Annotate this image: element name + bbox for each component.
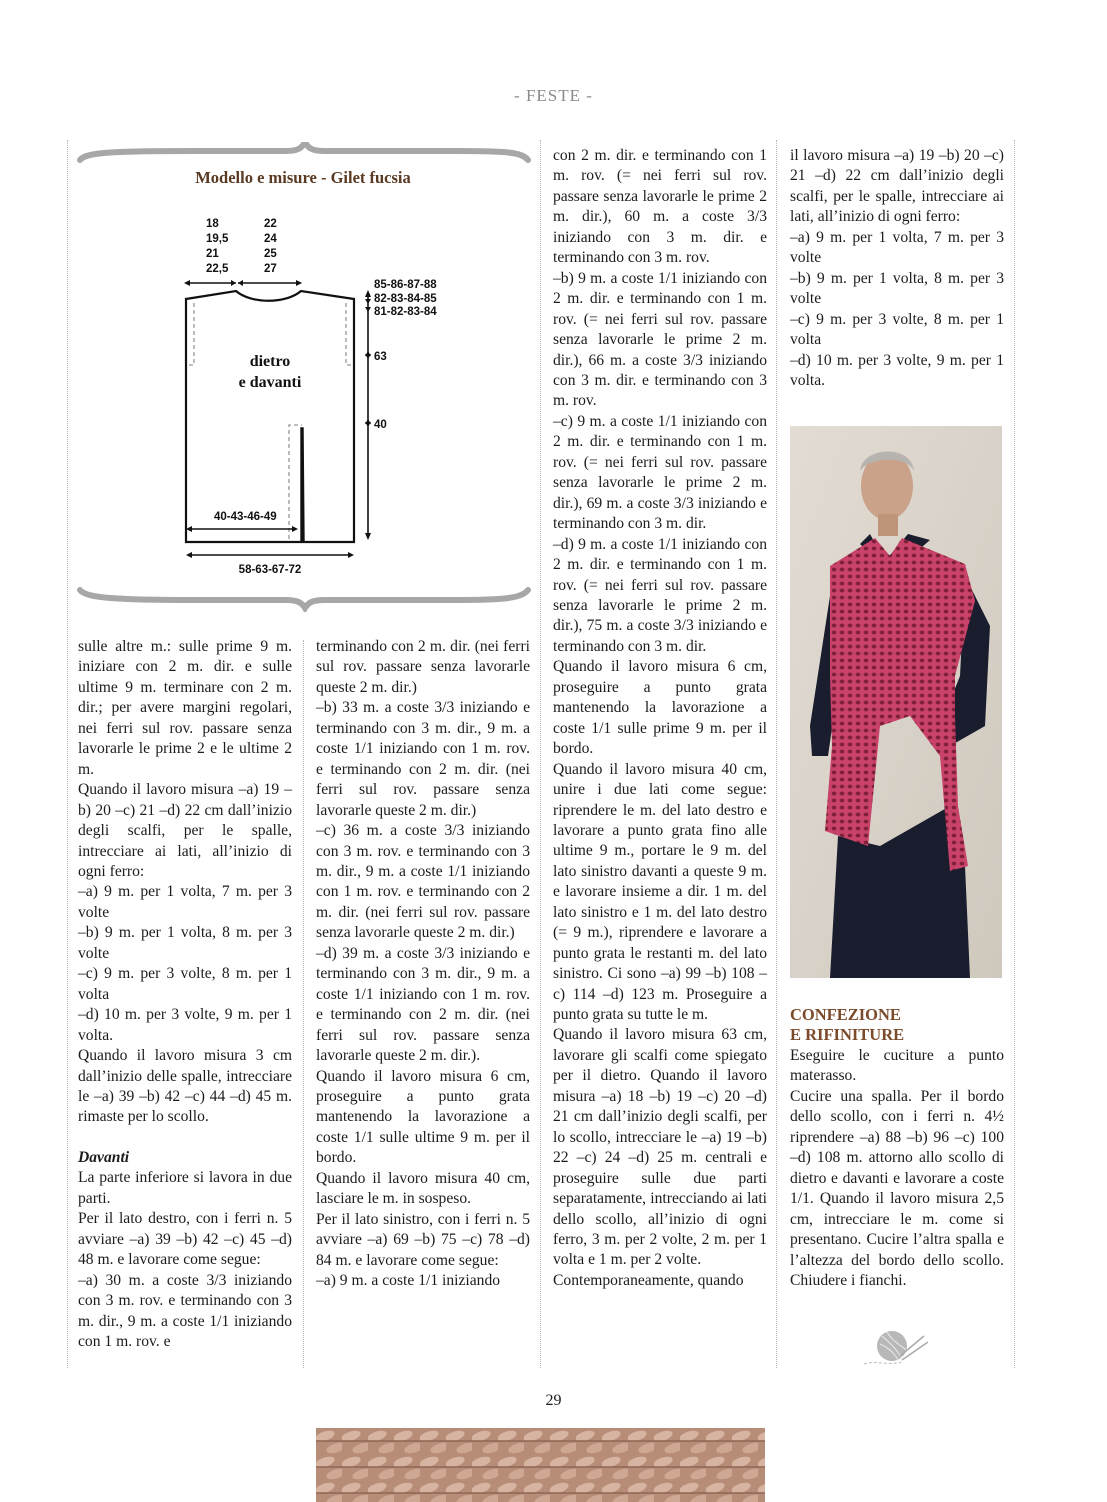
paragraph: –c) 9 m. per 3 volte, 8 m. per 1 volta xyxy=(78,965,292,1003)
garment-outline xyxy=(186,291,354,542)
paragraph: Per il lato destro, con i ferri n. 5 avviare –a) 39 –b) 42 –c) 45 –d) 48 m. e lavorare come segue: xyxy=(78,1210,292,1269)
stitch-swatch-photo xyxy=(316,1428,765,1502)
slit-width-label: 40-43-46-49 xyxy=(214,511,277,523)
total-height-a: 85-86-87-88 xyxy=(374,279,437,291)
paragraph: –a) 9 m. a coste 1/1 iniziando xyxy=(316,1272,501,1290)
paragraph: –d) 10 m. per 3 volte, 9 m. per 1 volta. xyxy=(790,351,1004,389)
section-header: - FESTE - xyxy=(514,86,593,105)
text-column-4-lower xyxy=(790,1005,1004,1291)
total-height-c: 81-82-83-84 xyxy=(374,306,437,318)
section-heading-davanti: Davanti xyxy=(78,1148,130,1166)
diagram-title: Modello e misure - Gilet fucsia xyxy=(195,168,411,187)
piece-label-line2: e davanti xyxy=(238,374,302,391)
paragraph: Quando il lavoro misura 40 cm, unire i due lati come segue: riprendere le m. del lato destro e lavorare a punto grata fino alle ultime 9 m., portare le 9 m. del lato sinistro davanti a queste 9 m. e lavorare insieme a dir. 1 m. del lato sinistro e 1 m. del lato destro (= 9 m.), riprendere e lavorare a punto grata le restanti m. del lato sinistro. Ci sono –a) 99 –b) 108 –c) 114 –d) 123 m. Proseguire a punto grata su tutte le m. xyxy=(553,760,767,1024)
total-height-b: 82-83-84-85 xyxy=(374,293,437,305)
neck-width-d: 27 xyxy=(264,263,277,275)
column-divider xyxy=(303,640,304,1368)
paragraph: Per il lato sinistro, con i ferri n. 5 avviare –a) 69 –b) 75 –c) 78 –d) 84 m. e lavorare come segue: xyxy=(316,1210,530,1269)
paragraph: –d) 39 m. a coste 3/3 iniziando e terminando con 3 m. dir., 9 m. a coste 1/1 iniziando con 1 m. rov. e terminando con 2 m. dir. (nei ferri sul rov. passare senza lavorarle queste 2 m. dir.). xyxy=(316,944,530,1065)
bottom-width-label: 58-63-67-72 xyxy=(238,564,302,576)
paragraph: –b) 33 m. a coste 3/3 iniziando e terminando con 3 m. dir., 9 m. a coste 1/1 iniziando con 1 m. rov. e terminando con 2 m. dir. (nei ferri sul rov. passare senza lavorarle queste 2 m. dir.) xyxy=(316,699,530,819)
paragraph: –a) 30 m. a coste 3/3 iniziando con 3 m. rov. e terminando con 3 m. dir., 9 m. a coste 1/1 iniziando con 1 m. rov. e xyxy=(78,1271,292,1350)
paragraph: Quando il lavoro misura 6 cm, proseguire a punto grata mantenendo la lavorazione a coste 1/1 sulle prime 9 m. per il bordo. xyxy=(553,658,767,758)
paragraph: il lavoro misura –a) 19 –b) 20 –c) 21 –d) 22 cm dall’inizio degli scalfi, per le spalle, intrecciare ai lati, all’inizio di ogni ferro: xyxy=(790,147,1004,226)
section-heading-rifiniture: E RIFINITURE xyxy=(790,1025,905,1044)
paragraph: –a) 9 m. per 1 volta, 7 m. per 3 volte xyxy=(790,228,1004,267)
shoulder-width-a: 18 xyxy=(206,218,219,230)
piece-label-line1: dietro xyxy=(249,353,291,370)
paragraph: –c) 36 m. a coste 3/3 iniziando con 3 m. rov. e terminando con 3 m. dir., 9 m. a coste 1/1 iniziando con 1 m. rov. e terminando con 2 m. dir. (nei ferri sul rov. passare senza lavorarle queste 2 m. dir.) xyxy=(316,822,530,942)
paragraph: –a) 9 m. per 1 volta, 7 m. per 3 volte xyxy=(78,883,292,921)
paragraph: terminando con 2 m. dir. (nei ferri sul rov. passare senza lavorarle queste 2 m. dir.) xyxy=(316,638,530,696)
paragraph: La parte inferiore si lavora in due parti. xyxy=(78,1169,292,1207)
section-heading-confezione: CONFEZIONE xyxy=(790,1005,901,1024)
shoulder-width-labels xyxy=(206,218,229,275)
neck-width-labels xyxy=(264,218,277,275)
column-divider xyxy=(67,140,68,1368)
schematic-box xyxy=(76,142,528,608)
shoulder-width-c: 21 xyxy=(206,248,219,260)
neck-width-b: 24 xyxy=(264,233,277,245)
yarn-ball-icon xyxy=(862,1326,932,1368)
paragraph: Quando il lavoro misura 40 cm, lasciare le m. in sospeso. xyxy=(316,1169,530,1208)
paragraph: –c) 9 m. a coste 1/1 iniziando con 2 m. dir. e terminando con 1 m. rov. (= nei ferri sul rov. passare senza lavorarle le prime 2 m. dir.), 69 m. a coste 3/3 iniziando e terminando con 3 m. dir. xyxy=(553,412,767,533)
paragraph: Quando il lavoro misura 3 cm dall’inizio delle spalle, intrecciare le –a) 39 –b) 42 –c) 44 –d) 45 m. rimaste per lo scollo. xyxy=(78,1047,292,1126)
shoulder-width-b: 19,5 xyxy=(206,233,229,245)
paragraph: –c) 9 m. per 3 volte, 8 m. per 1 volta xyxy=(790,310,1004,349)
text-column-4 xyxy=(790,146,1004,391)
paragraph: Quando il lavoro misura 63 cm, lavorare gli scalfi come spiegato per il dietro. Quando il lavoro misura –a) 18 –b) 19 –c) 20 –d) 21 cm dall’inizio degli scalfi, per lo scollo, intrecciare le –a) 19 –b) 22 –c) 24 –d) 25 m. centrali e proseguire sulle due parti separatamente, intrecciando ai lati dello scollo, all’inizio di ogni ferro, 3 m. per 2 volte, 2 m. per 1 volta e 1 m. per 2 volte. xyxy=(553,1026,767,1269)
slit-height-label: 40 xyxy=(374,419,387,431)
page-number: 29 xyxy=(545,1392,562,1409)
text-column-3 xyxy=(553,146,767,1291)
text-column-2 xyxy=(316,637,530,1292)
column-divider xyxy=(776,140,777,1368)
paragraph: con 2 m. dir. e terminando con 1 m. rov. (= nei ferri sul rov. passare senza lavorarle le prime 2 m. dir.), 60 m. a coste 3/3 iniziando con 3 m. dir. e terminando con 3 m. rov. xyxy=(553,147,767,267)
shoulder-width-d: 22,5 xyxy=(206,263,229,275)
column-divider xyxy=(1014,140,1015,1368)
paragraph: –d) 10 m. per 3 volte, 9 m. per 1 volta. xyxy=(78,1006,292,1044)
paragraph: sulle altre m.: sulle prime 9 m. iniziare con 2 m. dir. e sulle ultime 9 m. terminare con 2 m. dir.; per avere margini regolari, nei ferri sul rov. passare senza lavorarle le prime 2 e le ultime 2 m. xyxy=(78,638,292,778)
paragraph: –b) 9 m. per 1 volta, 8 m. per 3 volte xyxy=(78,924,292,962)
model-photo xyxy=(790,426,1002,978)
paragraph: Quando il lavoro misura –a) 19 –b) 20 –c) 21 –d) 22 cm dall’inizio degli scalfi, per le spalle, intrecciare ai lati, all’inizio di ogni ferro: xyxy=(78,781,292,880)
paragraph: Eseguire le cuciture a punto materasso. xyxy=(790,1047,1004,1085)
text-column-1 xyxy=(78,637,292,1352)
paragraph: –b) 9 m. a coste 1/1 iniziando con 2 m. dir. e terminando con 1 m. rov. (= nei ferri sul rov. passare senza lavorarle le prime 2 m. dir.), 66 m. a coste 3/3 iniziando con 3 m. dir. e terminando con 3 m. rov. xyxy=(553,269,767,410)
paragraph: Cucire una spalla. Per il bordo dello scollo, con i ferri n. 4½ riprendere –a) 88 –b) 96 –c) 100 –d) 108 m. attorno allo scollo di dietro e davanti e lavorare a coste 1/1. Quando il lavoro misura 2,5 cm, intrecciare le m. come si presentano. Cucire l’altra spalla e l’altezza del bordo dello scollo. Chiudere i fianchi. xyxy=(790,1087,1004,1289)
paragraph: –d) 9 m. a coste 1/1 iniziando con 2 m. dir. e terminando con 1 m. rov. (= nei ferri sul rov. passare senza lavorarle le prime 2 m. dir.), 75 m. a coste 3/3 iniziando e terminando con 3 m. dir. xyxy=(553,535,767,655)
paragraph: Quando il lavoro misura 6 cm, proseguire a punto grata mantenendo la lavorazione a coste 1/1 sulle ultime 9 m. per il bordo. xyxy=(316,1067,530,1167)
garment-schematic xyxy=(76,142,542,592)
armhole-height-label: 63 xyxy=(374,351,387,363)
paragraph: –b) 9 m. per 1 volta, 8 m. per 3 volte xyxy=(790,269,1004,308)
neck-width-c: 25 xyxy=(264,248,277,260)
paragraph: Contemporaneamente, quando xyxy=(553,1271,744,1289)
neck-width-a: 22 xyxy=(264,218,277,230)
